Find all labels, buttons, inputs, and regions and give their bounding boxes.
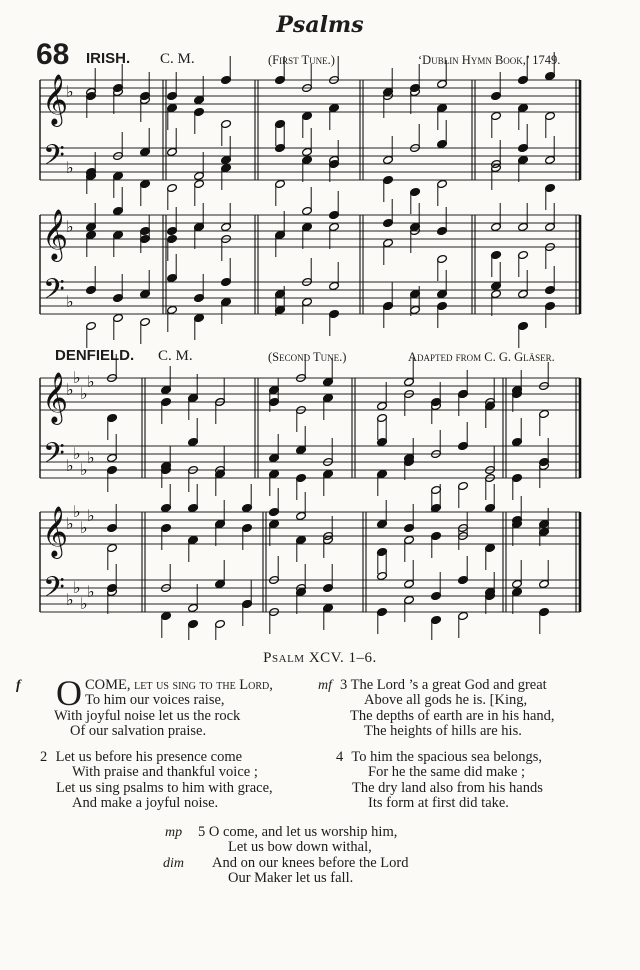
- flat-sign-icon: ♭: [66, 82, 74, 101]
- flat-sign-icon: ♭: [87, 372, 95, 391]
- tune-source-1: ‘Dublin Hymn Book,’ 1749.: [418, 53, 561, 67]
- verse-line: With praise and thankful voice ;: [72, 764, 258, 781]
- dynamic-mark-v5: mp: [165, 825, 183, 840]
- flat-sign-icon: ♭: [73, 502, 81, 521]
- verse-line: For he the same did make ;: [368, 764, 526, 781]
- flat-sign-icon: ♭: [80, 594, 88, 613]
- verse-line: Its form at first did take.: [368, 795, 509, 812]
- verse-line: Our Maker let us fall.: [228, 870, 354, 887]
- verse-1: [54, 673, 273, 740]
- flat-sign-icon: ♭: [66, 158, 74, 177]
- verse-line: Above all gods he is. [King,: [364, 692, 528, 709]
- flat-sign-icon: ♭: [66, 292, 74, 311]
- verse-2: [40, 750, 273, 812]
- flat-sign-icon: ♭: [80, 460, 88, 479]
- dynamic-mark-v5-dim: dim: [163, 856, 184, 871]
- flat-sign-icon: ♭: [73, 578, 81, 597]
- verse-line: The depths of earth are in his hand,: [350, 707, 555, 724]
- verse-line: O come, and let us worship him,: [208, 824, 398, 840]
- verse-line: Let us sing psalms to him with grace,: [56, 779, 273, 796]
- flat-sign-icon: ♭: [87, 448, 95, 467]
- dynamic-mark-v1: f: [16, 678, 21, 693]
- verse-4: [336, 750, 543, 812]
- verse-line: And make a joyful noise.: [72, 795, 219, 812]
- tune-name-2: DENFIELD.: [55, 347, 135, 364]
- flat-sign-icon: ♭: [66, 217, 74, 236]
- psalm-title: Psalm XCV. 1–6.: [263, 650, 377, 666]
- flat-sign-icon: ♭: [66, 380, 74, 399]
- drop-cap: O: [56, 673, 82, 713]
- verse-line: The Lord ’s a great God and great: [350, 677, 547, 693]
- hymn-number: 68: [36, 38, 70, 71]
- page-header-title: Psalms: [276, 12, 364, 38]
- verse-line: Of our salvation praise.: [70, 723, 207, 740]
- flat-sign-icon: ♭: [80, 384, 88, 403]
- verse-line: To him our voices raise,: [85, 692, 225, 709]
- verse-5: [198, 825, 409, 887]
- flat-sign-icon: ♭: [66, 590, 74, 609]
- bass-clef-icon: 𝄢: [43, 139, 65, 179]
- flat-sign-icon: ♭: [87, 506, 95, 525]
- verse-line: And on our knees before the Lord: [212, 854, 409, 871]
- verse-line: The dry land also from his hands: [352, 779, 543, 796]
- bass-clef-icon: 𝄢: [43, 437, 65, 477]
- treble-clef-icon: 𝄞: [42, 506, 69, 557]
- dynamic-mark-v3: mf: [318, 678, 332, 693]
- tune-label-1: (First Tune.): [268, 53, 335, 67]
- verse-number: 5: [198, 824, 206, 840]
- bass-clef-icon: 𝄢: [43, 273, 65, 313]
- tune-label-2: (Second Tune.): [268, 350, 347, 364]
- verse-line: To him the spacious sea belongs,: [351, 749, 543, 765]
- verse-3: [340, 678, 555, 740]
- verse-number: 4: [336, 749, 344, 765]
- tune-source-2: Adapted from C. G. Gläser.: [408, 350, 555, 364]
- flat-sign-icon: ♭: [80, 518, 88, 537]
- flat-sign-icon: ♭: [73, 444, 81, 463]
- flat-sign-icon: ♭: [66, 514, 74, 533]
- verse-number: 3: [340, 677, 348, 693]
- verse-line: COME, let us sing to the Lord,: [85, 677, 273, 693]
- treble-clef-icon: 𝄞: [42, 74, 69, 125]
- bass-clef-icon: 𝄢: [43, 571, 65, 611]
- verse-line: Let us bow down withal,: [228, 839, 372, 856]
- tune-meter-1: C. M.: [160, 51, 195, 67]
- verse-line: With joyful noise let us the rock: [54, 707, 241, 724]
- flat-sign-icon: ♭: [66, 456, 74, 475]
- verse-line: The heights of hills are his.: [364, 723, 522, 740]
- flat-sign-icon: ♭: [87, 582, 95, 601]
- verse-number: 2: [40, 749, 48, 765]
- treble-clef-icon: 𝄞: [42, 372, 69, 423]
- tune-meter-2: C. M.: [158, 348, 193, 364]
- flat-sign-icon: ♭: [73, 368, 81, 387]
- treble-clef-icon: 𝄞: [42, 209, 69, 260]
- verse-line: Let us before his presence come: [55, 749, 243, 765]
- tune-name-1: IRISH.: [86, 50, 131, 67]
